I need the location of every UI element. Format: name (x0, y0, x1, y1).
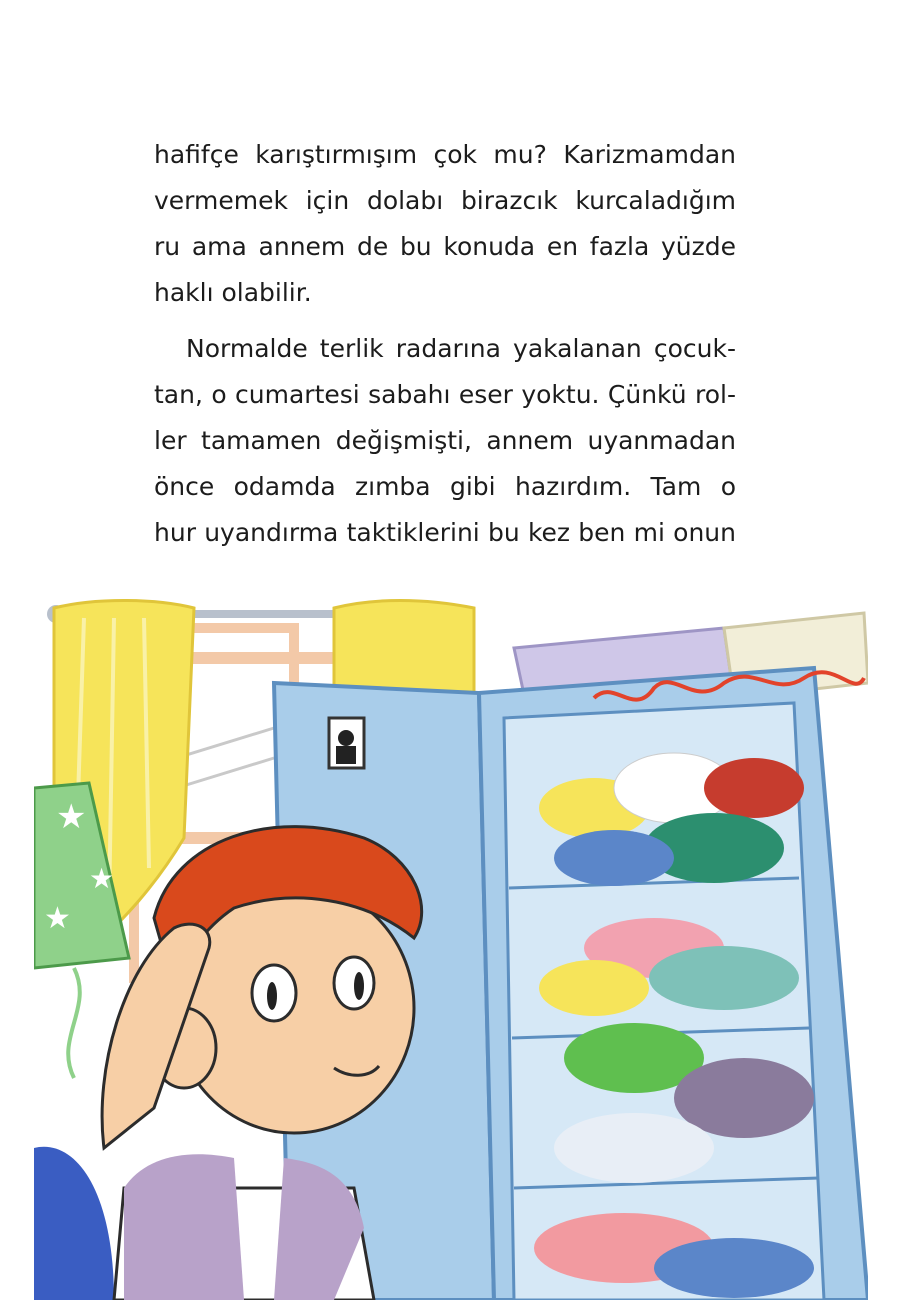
text-line: hafifçe karıştırmışım çok mu? Karizmamdan (154, 140, 736, 169)
story-illustration (34, 588, 868, 1300)
text-line: ru ama annem de bu konuda en fazla yüzde (154, 232, 736, 261)
text-line: önce odamda zımba gibi hazırdım. Tam o (154, 472, 736, 501)
text-line: hur uyandırma taktiklerini bu kez ben mi onun (154, 518, 736, 547)
paragraph-1 (154, 132, 736, 316)
body-text (154, 132, 736, 556)
svg-text:★: ★ (56, 797, 87, 837)
text-line: haklı olabilir. (154, 278, 312, 307)
text-line: ler tamamen değişmişti, annem uyanmadan (154, 426, 736, 455)
svg-text:★: ★ (44, 901, 71, 936)
text-line: tan, o cumartesi sabahı eser yoktu. Çünkü rol- (154, 380, 736, 409)
curtain-right (334, 601, 474, 699)
paragraph-2 (154, 326, 736, 556)
svg-text:★: ★ (89, 862, 115, 895)
text-line: Normalde terlik radarına yakalanan çocuk- (186, 334, 736, 363)
text-line: vermemek için dolabı birazcık kurcaladığım (154, 186, 736, 215)
